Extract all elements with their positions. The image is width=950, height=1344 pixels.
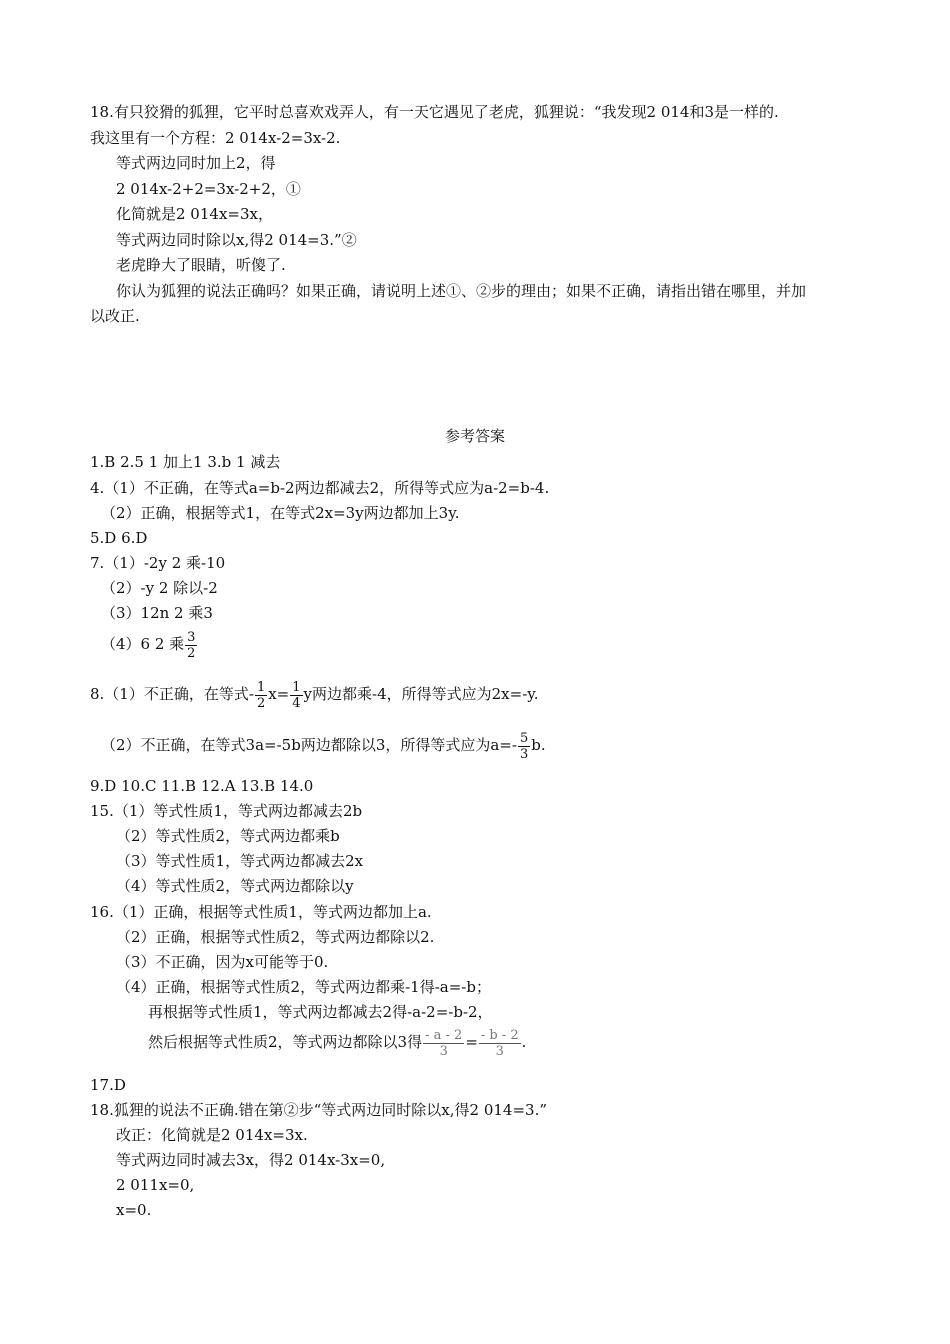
fraction-denominator: 3 xyxy=(519,746,529,762)
answer-15-1: 15.（1）等式性质1，等式两边都减去2b xyxy=(90,802,363,820)
problem18-line2: 我这里有一个方程：2 014x-2=3x-2. xyxy=(90,129,341,147)
answer-15-4: （4）等式性质2，等式两边都除以y xyxy=(116,877,354,895)
fraction-numerator: 5 xyxy=(519,730,529,746)
answer-16-3: （3）不正确，因为x可能等于0. xyxy=(116,953,329,971)
problem18-line1: 18.有只狡猾的狐狸，它平时总喜欢戏弄人，有一天它遇见了老虎，狐狸说：“我发现2 014和3是一样的. xyxy=(90,103,779,121)
fraction-three-halves xyxy=(185,630,197,661)
problem18-line4: 2 014x-2+2=3x-2+2，① xyxy=(116,180,301,198)
problem18-line6: 等式两边同时除以x,得2 014=3.”② xyxy=(116,231,357,249)
fraction-denominator: 3 xyxy=(495,1043,504,1059)
answer-17: 17.D xyxy=(90,1076,126,1094)
answer-8-1-post: y两边都乘-4，所得等式应为2x=-y. xyxy=(303,685,539,703)
problem18-line7: 老虎睁大了眼睛，听傻了. xyxy=(116,256,286,274)
answer-8-2 xyxy=(101,726,546,764)
fraction-numerator: - a - 2 xyxy=(425,1027,463,1043)
fraction-one-quarter xyxy=(290,680,302,711)
answer-7-2: （2）-y 2 除以-2 xyxy=(101,579,218,597)
problem18-line3: 等式两边同时加上2，得 xyxy=(116,154,276,172)
fraction-numerator: 3 xyxy=(187,629,196,645)
answer-8-1-pre: 8.（1）不正确，在等式- xyxy=(90,685,254,703)
answers-title: 参考答案 xyxy=(444,427,505,445)
answer-16-4c-pre: 然后根据等式性质2，等式两边都除以3得 xyxy=(148,1033,423,1051)
answer-4-2: （2）正确，根据等式1，在等式2x=3y两边都加上3y. xyxy=(101,504,460,522)
problem18-line8: 你认为狐狸的说法正确吗？如果正确，请说明上述①、②步的理由；如果不正确，请指出错在哪里，并加 xyxy=(116,282,807,300)
answer-8-2-post: b. xyxy=(531,736,546,754)
answer-7-1: 7.（1）-2y 2 乘-10 xyxy=(90,554,226,572)
answer-15-3: （3）等式性质1，等式两边都减去2x xyxy=(116,852,364,870)
answer-4-1: 4.（1）不正确，在等式a=b-2两边都减去2，所得等式应为a-2=b-4. xyxy=(90,479,550,497)
fraction-denominator: 4 xyxy=(292,695,301,711)
fraction-numerator: 1 xyxy=(256,679,266,695)
fraction-denominator: 2 xyxy=(256,695,266,711)
answer-7-4-text: （4）6 2 乘 xyxy=(101,635,185,653)
answer-7-4 xyxy=(101,625,198,663)
answer-9-14: 9.D 10.C 11.B 12.A 13.B 14.0 xyxy=(90,777,314,795)
problem18-line9: 以改正. xyxy=(90,307,140,325)
answer-7-3: （3）12n 2 乘3 xyxy=(101,604,213,622)
answer-15-2: （2）等式性质2，等式两边都乘b xyxy=(116,827,340,845)
answer-18-3: 等式两边同时减去3x，得2 014x-3x=0, xyxy=(116,1151,386,1169)
answer-8-1 xyxy=(90,675,539,713)
answer-8-2-pre: （2）不正确，在等式3a=-5b两边都除以3，所得等式应为a=- xyxy=(101,736,517,754)
answer-18-2: 改正：化简就是2 014x=3x. xyxy=(116,1126,308,1144)
fraction-denominator: 2 xyxy=(187,645,196,661)
answer-16-4c xyxy=(148,1023,526,1061)
fraction-neg-b-minus-2-over-3 xyxy=(479,1028,521,1059)
answer-16-1: 16.（1）正确，根据等式性质1，等式两边都加上a. xyxy=(90,903,432,921)
fraction-numerator: - b - 2 xyxy=(480,1027,519,1043)
equals-sign: = xyxy=(465,1033,478,1051)
answer-16-4b: 再根据等式性质1，等式两边都减去2得-a-2=-b-2， xyxy=(148,1003,493,1021)
fraction-numerator: 1 xyxy=(292,679,301,695)
fraction-neg-a-minus-2-over-3 xyxy=(423,1028,464,1059)
problem18-line5: 化简就是2 014x=3x， xyxy=(116,205,273,223)
fraction-one-half xyxy=(255,680,267,711)
answer-16-4c-post: . xyxy=(521,1033,527,1051)
answer-16-4a: （4）正确，根据等式性质2，等式两边都乘-1得-a=-b； xyxy=(116,978,491,996)
answer-18-4: 2 011x=0, xyxy=(116,1176,195,1194)
fraction-five-thirds xyxy=(518,731,530,762)
answer-8-1-mid: x= xyxy=(268,685,290,703)
answer-18-1: 18.狐狸的说法不正确.错在第②步“等式两边同时除以x,得2 014=3.” xyxy=(90,1101,548,1119)
answer-1-3: 1.B 2.5 1 加上1 3.b 1 减去 xyxy=(90,453,281,471)
answer-5-6: 5.D 6.D xyxy=(90,529,148,547)
answer-16-2: （2）正确，根据等式性质2，等式两边都除以2. xyxy=(116,928,435,946)
answer-18-5: x=0. xyxy=(116,1201,152,1219)
fraction-denominator: 3 xyxy=(439,1043,448,1059)
